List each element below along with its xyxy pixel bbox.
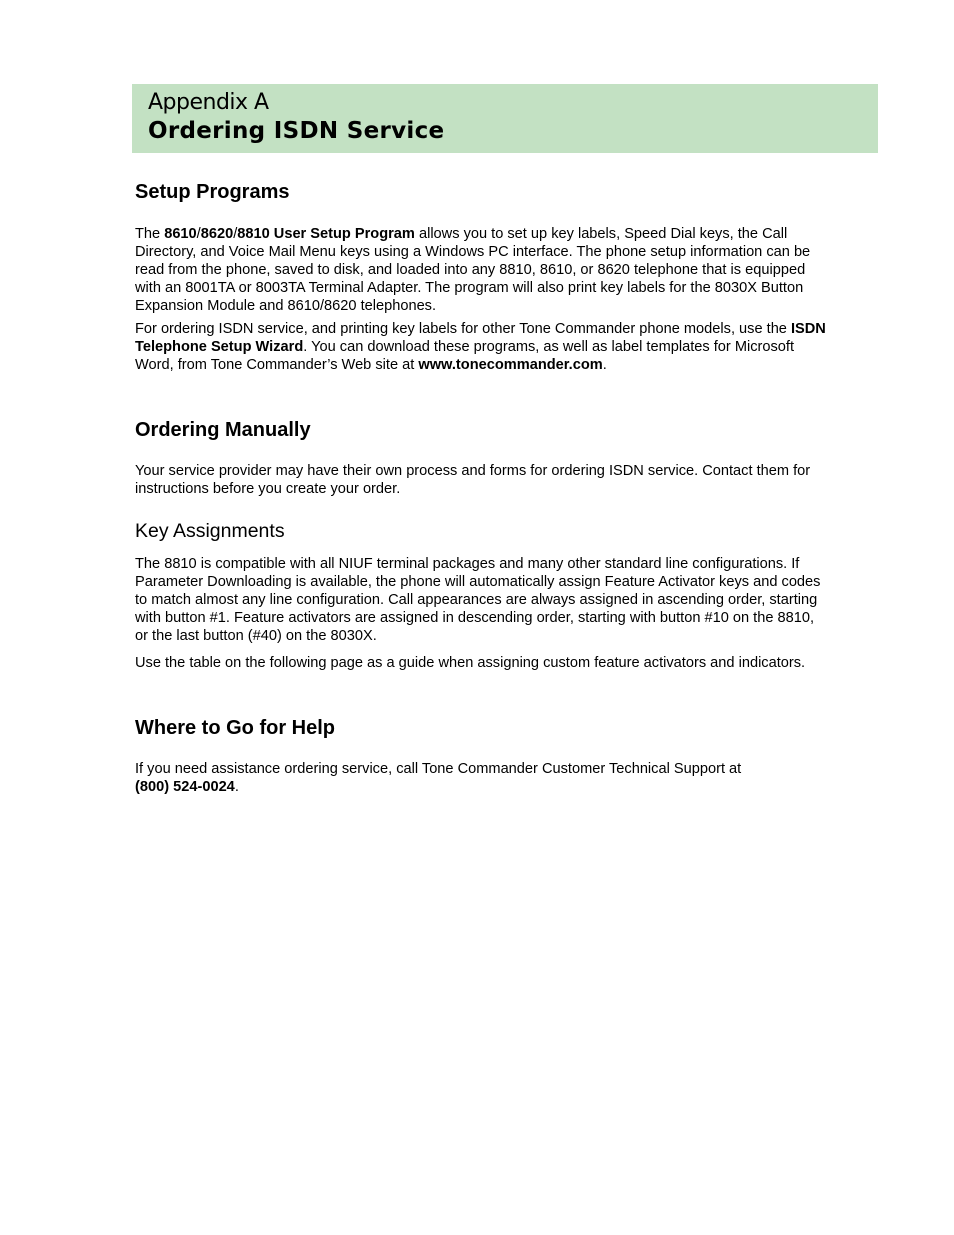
subheading-key-assignments: Key Assignments	[135, 520, 285, 542]
heading-where-to-go-for-help: Where to Go for Help	[135, 717, 335, 739]
appendix-label: Appendix A	[148, 90, 269, 115]
heading-setup-programs: Setup Programs	[135, 181, 290, 203]
page-title: Ordering ISDN Service	[148, 118, 445, 144]
website-link[interactable]: www.tonecommander.com	[418, 357, 603, 373]
paragraph-table-guide: Use the table on the following page as a guide when assigning custom feature activators and indicators.	[135, 655, 806, 671]
paragraph-setup-program: The 8610/8620/8810 User Setup Program allows you to set up key labels, Speed Dial keys, the Call Directory, and Voice Mail Menu keys using a Windows PC interface. The phone setup information can be read from the phone, saved to disk, and loaded into any 8810, 8610, or 8620 telephone that is equipped with an 8001TA or 8003TA Terminal Adapter. The program will also print key labels for the 8030X Button Expansion Module and 8610/8620 telephones.	[135, 226, 811, 314]
paragraph-setup-wizard: For ordering ISDN service, and printing key labels for other Tone Commander phone models, use the ISDN Telephone Setup Wizard. You can download these programs, as well as label templates for Microsoft Word, from Tone Commander’s Web site at www.tonecommander.com.	[135, 321, 826, 373]
support-phone-number: (800) 524-0024	[135, 779, 235, 795]
paragraph-service-provider: Your service provider may have their own process and forms for ordering ISDN service. Contact them for instructions before you create your order.	[135, 463, 811, 497]
paragraph-key-assignments: The 8810 is compatible with all NIUF terminal packages and many other standard line configurations. If Parameter Downloading is available, the phone will automatically assign Feature Activator keys and codes to match almost any line configuration. Call appearances are always assigned in ascending order, starting with button #1. Feature activators are assigned in descending order, starting with button #10 on the 8810, or the last button (#40) on the 8030X.	[135, 556, 821, 644]
heading-ordering-manually: Ordering Manually	[135, 419, 311, 441]
appendix-header-banner	[132, 84, 878, 153]
paragraph-help: If you need assistance ordering service, call Tone Commander Customer Technical Support at (800) 524-0024.	[135, 761, 742, 795]
